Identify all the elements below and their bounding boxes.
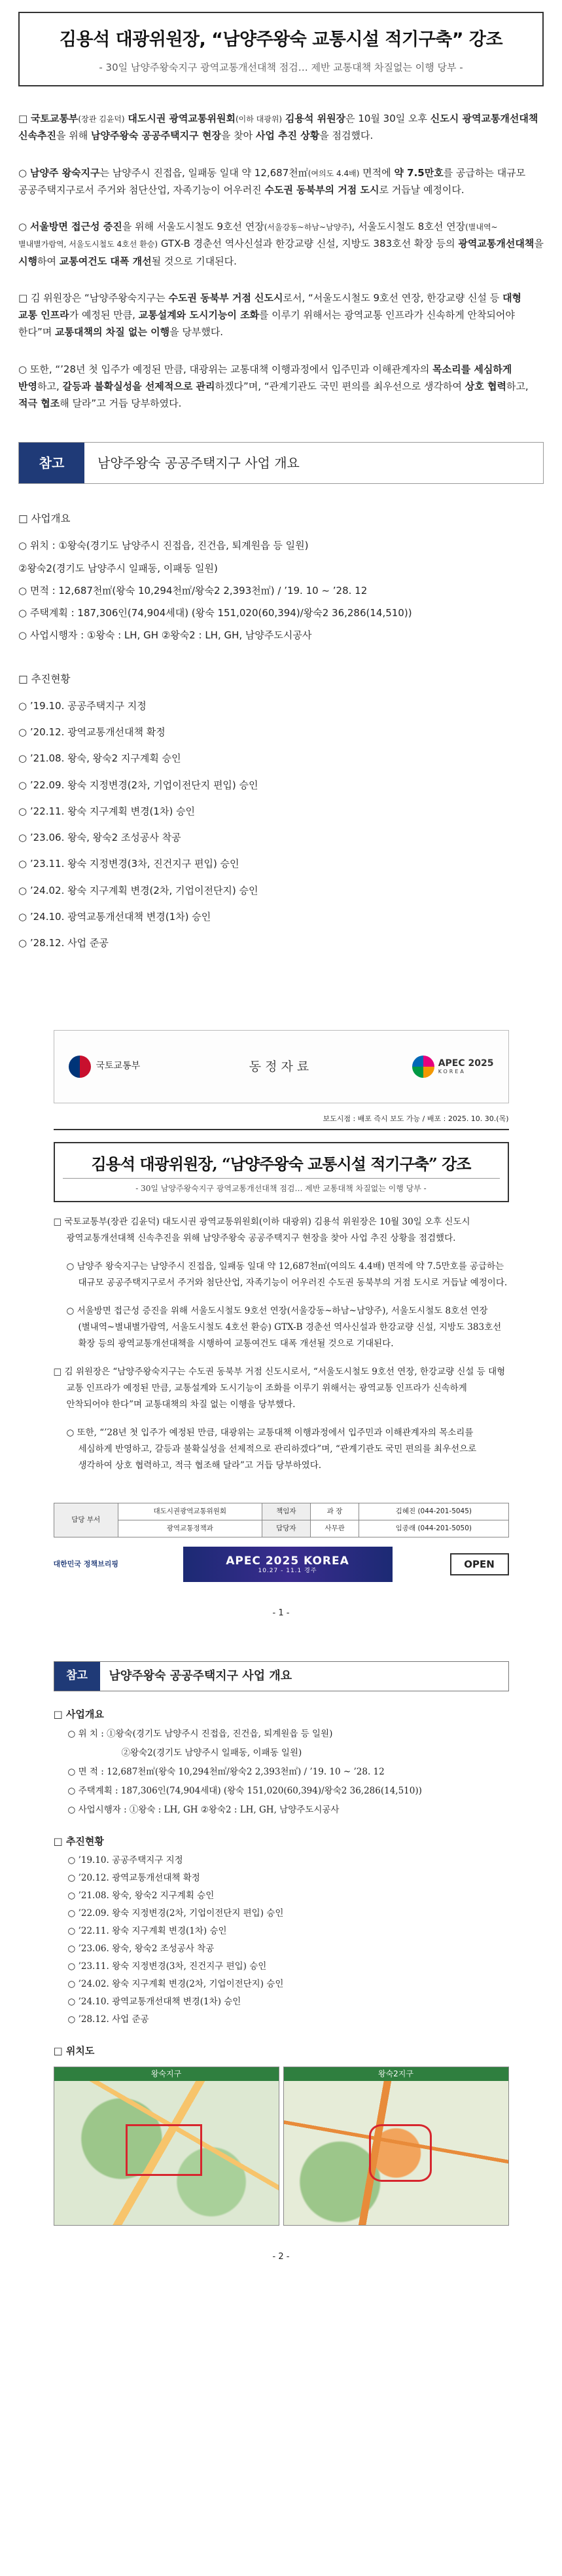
press-release-title-box	[54, 1142, 509, 1202]
timeline-item: ○ ’19.10. 공공주택지구 지정	[67, 1854, 183, 1866]
press-release-image	[42, 1030, 521, 2264]
press-overview-list: ○ 위 치 : ①왕숙(경기도 남양주시 진접읍, 진건읍, 퇴계원읍 등 일원) ②왕숙2(경기도 남양주시 일패동, 이패동 일원) ○ 면 적 : 12,687천㎡(왕숙 10,294천㎡/왕숙2 2,393천㎡) / ’19. 10 ~ ’28. 12 ○ 주택계획 : 187,306인(74,904세대) (왕숙 151,020(60,394)/왕숙2 36,286(14,510)) ○ 사업시행자 : ①왕숙 : LH, GH ②왕숙2 : LH, GH, 남양주도시공사	[67, 1729, 422, 1816]
press-release-subtitle: - 30일 남양주왕숙지구 광역교통개선대책 점검… 제반 교통대책 차질없는 이행 당부 -	[63, 1178, 500, 1196]
timeline-item: ○ ’23.11. 왕숙 지정변경(3차, 진건지구 편입) 승인	[67, 1960, 267, 1972]
timeline-item: ○ ’24.02. 왕숙 지구계획 변경(2차, 기업이전단지) 승인	[67, 1978, 284, 1989]
press-release-page-2	[42, 1661, 521, 2265]
timeline-item: ○ ’22.11. 왕숙 지구계획 변경(1차) 승인	[67, 1925, 227, 1936]
paragraph-3: ○ 서울방면 접근성 증진을 위해 서울도시철도 9호선 연장(서울강동~하남~남양주), 서울도시철도 8호선 연장(별내역~별내별가람역, 서울도시철도 4호선 환승) GTX-B 경춘선 역사신설과 한강교량 신설, 지방도 383호선 확장 등의 광역교통개선대책을 시행하여 교통여건도 대폭 개선될 것으로 기대된다.	[18, 221, 544, 267]
timeline-item: ○ ’21.08. 왕숙, 왕숙2 지구계획 승인	[67, 1890, 215, 1901]
map-wangsuk: 왕숙지구	[54, 2067, 279, 2225]
embargo-line: 보도시점 : 배포 즉시 보도 가능 / 배포 : 2025. 10. 30.(목)	[54, 1113, 509, 1130]
press-paragraph: ○ 또한, “’28년 첫 입주가 예정된 만큼, 대광위는 교통대책 이행과정에서 입주민과 이해관계자의 목소리를 세심하게 반영하고, 갈등과 불확실성을 선제적으로 관리하겠다”며, “관계기관도 국민 편의를 최우선으로 생각하여 상호 협력하고, 적극 협조해 달라”고 거듭 당부하였다.	[66, 1427, 477, 1471]
press-reference-box: 참고 남양주왕숙 공공주택지구 사업 개요	[54, 1661, 509, 1691]
timeline-item: ○ ’21.08. 왕숙, 왕숙2 지구계획 승인	[18, 752, 181, 765]
overview-location-1: ○ 위치 : ①왕숙(경기도 남양주시 진접읍, 진건읍, 퇴계원읍 등 일원)	[18, 540, 309, 552]
overview-operator: ○ 사업시행자 : ①왕숙 : LH, GH ②왕숙2 : LH, GH, 남양주도시공사	[18, 629, 312, 642]
page-number: - 2 -	[272, 2251, 290, 2262]
press-progress-heading: □ 추진현황	[53, 1835, 104, 1848]
reference-tag: 참고	[19, 443, 84, 483]
page-number: - 1 -	[272, 1608, 290, 1619]
timeline-item: ○ ’23.11. 왕숙 지정변경(3차, 진건지구 편입) 승인	[18, 858, 239, 870]
paragraph-2: ○ 남양주 왕숙지구는 남양주시 진접읍, 일패동 일대 약 12,687천㎡(여의도 4.4배) 면적에 약 7.5만호를 공급하는 대규모 공공주택지구로서 주거와 첨단산업, 자족기능이 어우러진 수도권 동북부의 거점 도시로 거듭날 예정이다.	[18, 166, 526, 196]
timeline-item: ○ ’23.06. 왕숙, 왕숙2 조성공사 착공	[18, 832, 181, 844]
paragraph-4: □ 김 위원장은 “남양주왕숙지구는 수도권 동북부 거점 신도시로서, “서울도시철도 9호선 연장, 한강교량 신설 등 대형 교통 인프라가 예정된 만큼, 교통설계와 도시기능이 조화를 이루기 위해서는 광역교통 인프라가 신속하게 안착되어야 한다”며 교통대책의 차질 없는 이행을 당부했다.	[18, 291, 522, 339]
timeline-item: ○ ’24.10. 광역교통개선대책 변경(1차) 승인	[67, 1996, 241, 2007]
timeline-item: ○ ’28.12. 사업 준공	[18, 937, 109, 949]
reference-title: 남양주왕숙 공공주택지구 사업 개요	[97, 454, 300, 471]
article-body	[18, 110, 544, 412]
progress-timeline	[18, 697, 544, 952]
page-title: 김용석 대광위원장, “남양주왕숙 교통시설 적기구축” 강조	[59, 29, 503, 50]
reference-box	[18, 442, 544, 484]
timeline-item: ○ ’22.11. 왕숙 지구계획 변경(1차) 승인	[18, 805, 196, 817]
paragraph-5: ○ 또한, “’28년 첫 입주가 예정된 만큼, 대광위는 교통대책 이행과정에서 입주민과 이해관계자의 목소리를 세심하게 반영하고, 갈등과 불확실성을 선제적으로 관리하겠다”며, “관계기관도 국민 편의를 최우선으로 생각하여 상호 협력하고, 적극 협조해 달라”고 거듭 당부하였다.	[18, 363, 529, 410]
map-wangsuk2: 왕숙2지구	[283, 2067, 509, 2225]
timeline-item: ○ ’20.12. 광역교통개선대책 확정	[18, 726, 166, 739]
headline-box	[18, 12, 544, 86]
apec-ring-icon	[412, 1056, 434, 1078]
timeline-item: ○ ’28.12. 사업 준공	[67, 2014, 149, 2025]
location-map-heading: □ 위치도	[53, 2044, 95, 2057]
timeline-item: ○ ’19.10. 공공주택지구 지정	[18, 699, 147, 712]
press-release-header	[54, 1030, 509, 1103]
contact-table: 담당 부서 대도시권광역교통위원회 책임자 과 장 김혜진 (044-201-5045) 광역교통정책과 담당자 사무관 임종래 (044-201-5050)	[54, 1503, 509, 1538]
map-image	[54, 2081, 279, 2225]
timeline-item: ○ ’24.10. 광역교통개선대책 변경(1차) 승인	[18, 910, 211, 923]
overview-area: ○ 면적 : 12,687천㎡(왕숙 10,294천㎡/왕숙2 2,393천㎡) / ’19. 10 ~ ’28. 12	[18, 584, 368, 597]
press-paragraph: □ 김 위원장은 “남양주왕숙지구는 수도권 동북부 거점 신도시로서, “서울도시철도 9호선 연장, 한강교량 신설 등 대형 교통 인프라가 예정된 만큼, 교통설계와 도시기능이 조화를 이루기 위해서는 광역교통 인프라가 신속하게 안착되어야 한다”며 교통대책의 차질 없는 이행을 당부했다.	[53, 1366, 506, 1410]
press-paragraph: ○ 서울방면 접근성 증진을 위해 서울도시철도 9호선 연장(서울강동~하남~남양주), 서울도시철도 8호선 연장(별내역~별내별가람역, 서울도시철도 4호선 환승) GTX-B 경춘선 역사신설과 한강교량 신설, 지방도 383호선 확장 등의 광역교통개선대책을 시행하여 교통여건도 대폭 개선될 것으로 기대된다.	[66, 1305, 502, 1349]
timeline-item: ○ ’23.06. 왕숙, 왕숙2 조성공사 착공	[67, 1943, 215, 1954]
article-page	[0, 12, 562, 2265]
press-progress-timeline	[54, 1852, 509, 2028]
timeline-item: ○ ’22.09. 왕숙 지정변경(2차, 기업이전단지 편입) 승인	[18, 779, 258, 791]
timeline-item: ○ ’22.09. 왕숙 지정변경(2차, 기업이전단지 편입) 승인	[67, 1907, 284, 1919]
timeline-item: ○ ’24.02. 왕숙 지구계획 변경(2차, 기업이전단지) 승인	[18, 884, 258, 896]
press-release-page-1	[42, 1030, 521, 1621]
press-overview-heading: □ 사업개요	[53, 1708, 104, 1720]
overview-households: ○ 주택계획 : 187,306인(74,904세대) (왕숙 151,020(60,394)/왕숙2 36,286(14,510))	[18, 607, 412, 619]
map-image	[284, 2081, 508, 2225]
press-release-title: 김용석 대광위원장, “남양주왕숙 교통시설 적기구축” 강조	[91, 1154, 471, 1173]
overview-location-2: ②왕숙2(경기도 남양주시 일패동, 이패동 일원)	[18, 562, 218, 574]
paragraph-1: □ 국토교통부(장관 김윤덕) 대도시권 광역교통위원회(이하 대광위) 김용석 위원장은 10월 30일 오후 신도시 광역교통개선대책 신속추진을 위해 남양주왕숙 공공주택지구 현장을 찾아 사업 추진 상황을 점검했다.	[18, 113, 538, 142]
taegeuk-emblem-icon	[69, 1056, 91, 1078]
location-maps	[54, 2067, 509, 2225]
timeline-item: ○ ’20.12. 광역교통개선대책 확정	[67, 1872, 200, 1883]
kogl-open-mark: OPEN	[450, 1553, 509, 1575]
policy-briefing-logo: 대한민국 정책브리핑	[53, 1560, 118, 1569]
ministry-logo: 국토교통부	[69, 1056, 180, 1078]
overview-list	[18, 537, 544, 644]
apec-logo: APEC 2025 KOREA	[382, 1056, 493, 1078]
overview-heading: □ 사업개요	[18, 513, 71, 525]
progress-heading: □ 추진현황	[18, 672, 71, 685]
press-paragraph: ○ 남양주 왕숙지구는 남양주시 진접읍, 일패동 일대 약 12,687천㎡(여의도 4.4배) 면적에 약 7.5만호를 공급하는 대규모 공공주택지구로서 주거와 첨단산업, 자족기능이 어우러진 수도권 동북부의 거점 도시로 거듭날 예정이다.	[66, 1260, 508, 1288]
page-subtitle: - 30일 남양주왕숙지구 광역교통개선대책 점검… 제반 교통대책 차질없는 이행 당부 -	[99, 61, 463, 73]
press-paragraph: □ 국토교통부(장관 김윤덕) 대도시권 광역교통위원회(이하 대광위) 김용석 위원장은 10월 30일 오후 신도시 광역교통개선대책 신속추진을 위해 남양주왕숙 공공주택지구 현장을 찾아 사업 추진 상황을 점검했다.	[53, 1217, 470, 1243]
press-release-footer	[54, 1547, 509, 1582]
apec-banner: APEC 2025 KOREA 10.27 - 11.1 경주	[183, 1547, 393, 1582]
press-release-body	[54, 1214, 509, 1474]
document-type: 동정자료	[249, 1059, 313, 1074]
